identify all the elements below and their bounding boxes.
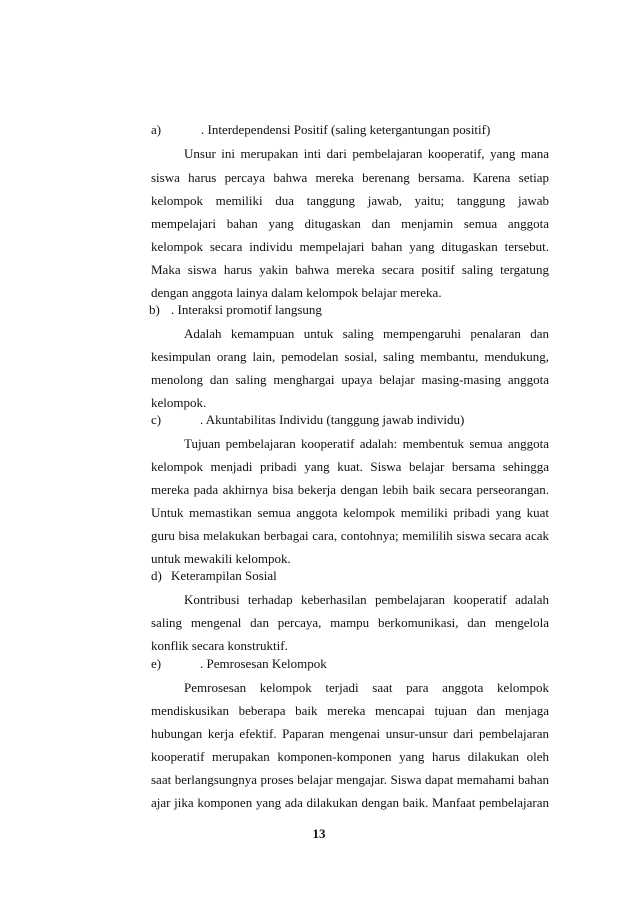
section-d-heading [151, 568, 277, 584]
paragraph-line: kooperatif merupakan komponen-komponen yang harus dilakukan oleh [151, 749, 549, 764]
paragraph-line: menolong dan saling menghargai upaya belajar masing-masing anggota [151, 372, 549, 387]
section-marker: a) [151, 122, 162, 137]
section-title: . Pemrosesan Kelompok [200, 656, 327, 671]
paragraph-line: mendiskusikan beberapa baik mereka mencapai tujuan dan menjaga [151, 703, 549, 718]
section-title: . Interaksi promotif langsung [171, 302, 322, 317]
paragraph-line: kelompok. [151, 395, 207, 410]
paragraph-line: untuk mewakili kelompok. [151, 551, 291, 566]
section-c-heading [151, 412, 465, 428]
section-marker: b) [149, 302, 160, 317]
section-marker: e) [151, 656, 162, 671]
paragraph-line: kesimpulan orang lain, pemodelan sosial, saling membantu, mendukung, [151, 349, 549, 364]
paragraph-line: Kontribusi terhadap keberhasilan pembelajaran kooperatif adalah [184, 592, 549, 607]
paragraph-line: Pemrosesan kelompok terjadi saat para anggota kelompok [184, 680, 549, 695]
paragraph-line: kelompok secara individu mempelajari bahan yang ditugaskan tersebut. [151, 239, 549, 254]
section-marker: d) [151, 568, 162, 583]
paragraph-line: mempelajari bahan yang ditugaskan dan menjamin semua anggota [151, 216, 549, 231]
section-e-heading [151, 656, 327, 672]
paragraph-line: hubungan kerja efektif. Paparan mengenai unsur-unsur dari pembelajaran [151, 726, 549, 741]
paragraph-line: kelompok memiliki dua tanggung jawab, yaitu; tanggung jawab [151, 193, 549, 208]
paragraph-line: Untuk memastikan semua anggota kelompok memiliki pribadi yang kuat [151, 505, 549, 520]
paragraph-line: dengan anggota lainya dalam kelompok belajar mereka. [151, 285, 442, 300]
paragraph-line: saat berlangsungnya proses belajar mengajar. Siswa dapat memahami bahan [151, 772, 549, 787]
section-a-heading [151, 122, 491, 138]
paragraph-line: ajar jika komponen yang ada dilakukan dengan baik. Manfaat pembelajaran [151, 795, 549, 810]
paragraph-line: Tujuan pembelajaran kooperatif adalah: membentuk semua anggota [184, 436, 549, 451]
section-title: Keterampilan Sosial [171, 568, 277, 583]
paragraph-line: kelompok menjadi pribadi yang kuat. Siswa belajar bersama sehingga [151, 459, 549, 474]
section-b-heading [149, 302, 322, 318]
section-title: . Interdependensi Positif (saling ketergantungan positif) [201, 122, 491, 137]
paragraph-line: saling mengenal dan percaya, mampu berkomunikasi, dan mengelola [151, 615, 549, 630]
paragraph-line: mereka pada akhirnya bisa bekerja dengan lebih baik secara perseorangan. [151, 482, 549, 497]
section-marker: c) [151, 412, 162, 427]
page-number: 13 [312, 826, 326, 841]
paragraph-line: Maka siswa harus yakin bahwa mereka secara positif saling tergatung [151, 262, 549, 277]
paragraph-line: guru bisa melakukan berbagai cara, contohnya; memililih siswa secara acak [151, 528, 549, 543]
paragraph-line: siswa harus percaya bahwa mereka berenang bersama. Karena setiap [151, 170, 549, 185]
paragraph-line: Adalah kemampuan untuk saling mempengaruhi penalaran dan [184, 326, 549, 341]
paragraph-line: konflik secara konstruktif. [151, 638, 288, 653]
section-title: . Akuntabilitas Individu (tanggung jawab individu) [200, 412, 465, 427]
paragraph-line: Unsur ini merupakan inti dari pembelajaran kooperatif, yang mana [184, 146, 549, 161]
